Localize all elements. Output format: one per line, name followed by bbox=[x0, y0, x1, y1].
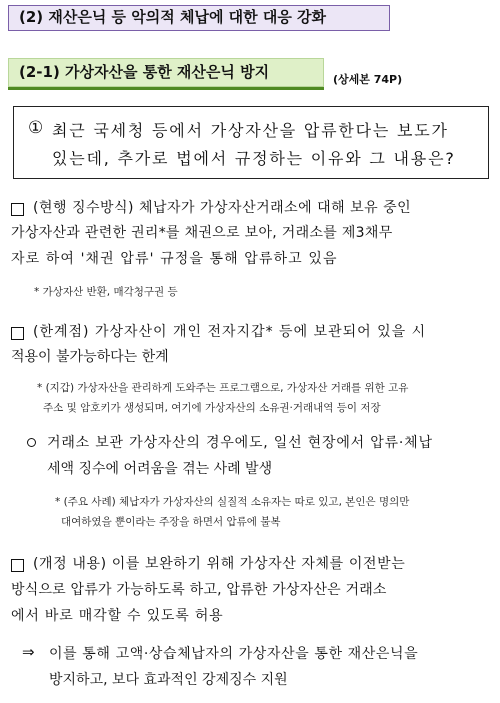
p1-line-3: 자로 하여 '채권 압류' 규정을 통해 압류하고 있음 bbox=[11, 251, 338, 267]
p4-line-1: (개정 내용) 이를 보완하기 위해 가상자산 자체를 이전받는 bbox=[33, 556, 406, 572]
p2-line-1: (한계점) 가상자산이 개인 전자지갑* 등에 보관되어 있을 시 bbox=[33, 324, 427, 340]
question-number: ① bbox=[28, 118, 44, 138]
subsection-title: (2-1) 가상자산을 통한 재산은닉 방지 bbox=[8, 58, 324, 87]
conclusion-line-2: 방지하고, 보다 효과적인 강제징수 지원 bbox=[49, 672, 288, 688]
arrow-icon: ⇒ bbox=[22, 643, 35, 661]
p3-line-1: 거래소 보관 가상자산의 경우에도, 일선 현장에서 압류·체납 bbox=[47, 435, 433, 451]
p3-note-2: 대여하였을 뿐이라는 주장을 하면서 압류에 불복 bbox=[61, 516, 281, 528]
p4-line-2: 방식으로 압류가 가능하도록 하고, 압류한 가상자산은 거래소 bbox=[11, 582, 387, 598]
p2-note-2: 주소 및 암호키가 생성되며, 여기에 가상자산의 소유권·거래내역 등이 저장 bbox=[43, 402, 381, 414]
p2-line-2: 적용이 불가능하다는 한계 bbox=[11, 349, 169, 365]
circle-bullet-icon bbox=[27, 438, 36, 447]
subsection-underline bbox=[8, 87, 324, 90]
question-line-2: 있는데, 추가로 법에서 규정하는 이유와 그 내용은? bbox=[52, 149, 456, 168]
p4-line-3: 에서 바로 매각할 수 있도록 허용 bbox=[11, 608, 224, 624]
checkbox-square-icon bbox=[11, 203, 24, 216]
p3-line-2: 세액 징수에 어려움을 겪는 사례 발생 bbox=[47, 461, 273, 477]
p2-note-1: * (지갑) 가상자산을 관리하게 도와주는 프로그램으로, 가상자산 거래를 위한 고유 bbox=[37, 382, 409, 394]
p1-note: * 가상자산 반환, 매각청구권 등 bbox=[34, 286, 178, 298]
p1-line-2: 가상자산과 관련한 권리*를 채권으로 보아, 거래소를 제3채무 bbox=[11, 225, 393, 241]
reference-note: (상세본 74P) bbox=[333, 73, 403, 86]
section-title: (2) 재산은닉 등 악의적 체납에 대한 대응 강화 bbox=[8, 5, 390, 31]
conclusion-line-1: 이를 통해 고액·상습체납자의 가상자산을 통한 재산은닉을 bbox=[49, 646, 419, 662]
p1-line-1: (현행 징수방식) 체납자가 가상자산거래소에 대해 보유 중인 bbox=[33, 200, 412, 216]
p3-note-1: * (주요 사례) 체납자가 가상자산의 실질적 소유자는 따로 있고, 본인은 명의만 bbox=[55, 496, 410, 508]
question-line-1: 최근 국세청 등에서 가상자산을 압류한다는 보도가 bbox=[52, 121, 449, 140]
checkbox-square-icon bbox=[11, 327, 24, 340]
checkbox-square-icon bbox=[11, 559, 24, 572]
